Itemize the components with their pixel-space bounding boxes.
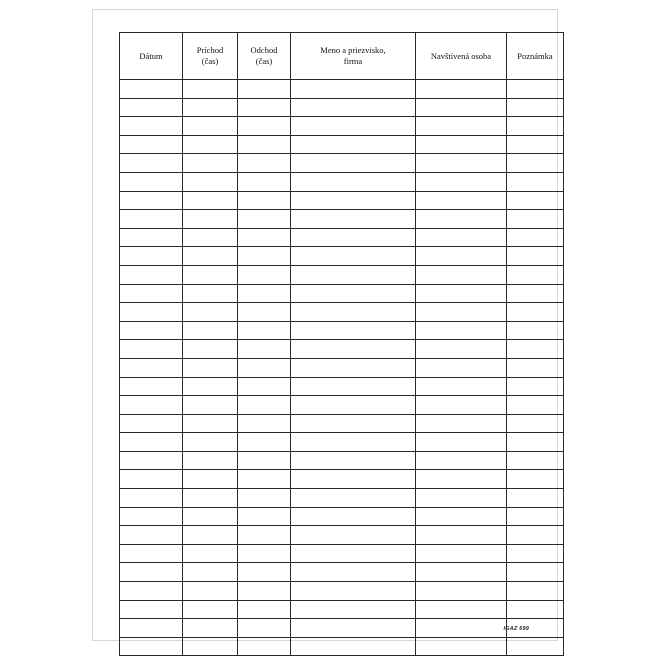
table-row[interactable]: [120, 526, 564, 545]
table-cell-osoba[interactable]: [416, 619, 507, 638]
table-row[interactable]: [120, 637, 564, 656]
table-cell-poznamka[interactable]: [507, 191, 564, 210]
table-cell-osoba[interactable]: [416, 377, 507, 396]
table-cell-osoba[interactable]: [416, 433, 507, 452]
table-cell-datum[interactable]: [120, 414, 183, 433]
table-cell-meno[interactable]: [291, 470, 416, 489]
table-cell-odchod[interactable]: [238, 98, 291, 117]
table-row[interactable]: [120, 340, 564, 359]
table-row[interactable]: [120, 247, 564, 266]
table-cell-prichod[interactable]: [183, 210, 238, 229]
table-cell-meno[interactable]: [291, 637, 416, 656]
table-cell-prichod[interactable]: [183, 247, 238, 266]
table-cell-datum[interactable]: [120, 284, 183, 303]
table-row[interactable]: [120, 303, 564, 322]
table-cell-datum[interactable]: [120, 637, 183, 656]
table-cell-meno[interactable]: [291, 303, 416, 322]
table-row[interactable]: [120, 451, 564, 470]
table-cell-datum[interactable]: [120, 433, 183, 452]
table-row[interactable]: [120, 172, 564, 191]
table-cell-odchod[interactable]: [238, 117, 291, 136]
table-cell-odchod[interactable]: [238, 637, 291, 656]
table-cell-osoba[interactable]: [416, 172, 507, 191]
table-row[interactable]: [120, 228, 564, 247]
table-row[interactable]: [120, 582, 564, 601]
table-row[interactable]: [120, 563, 564, 582]
table-cell-odchod[interactable]: [238, 228, 291, 247]
table-cell-meno[interactable]: [291, 544, 416, 563]
table-cell-meno[interactable]: [291, 98, 416, 117]
table-cell-poznamka[interactable]: [507, 358, 564, 377]
table-cell-prichod[interactable]: [183, 321, 238, 340]
table-cell-osoba[interactable]: [416, 117, 507, 136]
table-cell-poznamka[interactable]: [507, 451, 564, 470]
table-row[interactable]: [120, 98, 564, 117]
column-header-datum-line-1: Dátum: [139, 50, 163, 61]
table-cell-datum[interactable]: [120, 191, 183, 210]
table-row[interactable]: [120, 396, 564, 415]
table-cell-meno[interactable]: [291, 172, 416, 191]
table-cell-meno[interactable]: [291, 284, 416, 303]
table-cell-odchod[interactable]: [238, 265, 291, 284]
table-cell-prichod[interactable]: [183, 507, 238, 526]
table-cell-datum[interactable]: [120, 303, 183, 322]
table-cell-meno[interactable]: [291, 340, 416, 359]
table-cell-prichod[interactable]: [183, 228, 238, 247]
table-cell-odchod[interactable]: [238, 154, 291, 173]
table-cell-poznamka[interactable]: [507, 582, 564, 601]
table-cell-poznamka[interactable]: [507, 154, 564, 173]
table-cell-meno[interactable]: [291, 191, 416, 210]
table-cell-osoba[interactable]: [416, 191, 507, 210]
table-cell-prichod[interactable]: [183, 284, 238, 303]
table-cell-osoba[interactable]: [416, 489, 507, 508]
table-cell-meno[interactable]: [291, 135, 416, 154]
table-cell-meno[interactable]: [291, 321, 416, 340]
table-cell-osoba[interactable]: [416, 247, 507, 266]
table-row[interactable]: [120, 210, 564, 229]
table-cell-poznamka[interactable]: [507, 117, 564, 136]
table-cell-poznamka[interactable]: [507, 284, 564, 303]
table-cell-odchod[interactable]: [238, 489, 291, 508]
table-cell-prichod[interactable]: [183, 470, 238, 489]
table-cell-osoba[interactable]: [416, 526, 507, 545]
table-cell-osoba[interactable]: [416, 414, 507, 433]
table-cell-datum[interactable]: [120, 340, 183, 359]
table-cell-prichod[interactable]: [183, 154, 238, 173]
table-cell-odchod[interactable]: [238, 451, 291, 470]
table-cell-odchod[interactable]: [238, 563, 291, 582]
column-header-meno-line-1: Meno a priezvisko,: [320, 45, 386, 56]
table-cell-datum[interactable]: [120, 544, 183, 563]
table-cell-prichod[interactable]: [183, 377, 238, 396]
table-header: [120, 33, 564, 80]
table-row[interactable]: [120, 117, 564, 136]
table-row[interactable]: [120, 619, 564, 638]
table-cell-prichod[interactable]: [183, 433, 238, 452]
table-row[interactable]: [120, 544, 564, 563]
table-cell-poznamka[interactable]: [507, 98, 564, 117]
visitor-log-table: [119, 32, 564, 656]
table-cell-prichod[interactable]: [183, 80, 238, 99]
table-cell-osoba[interactable]: [416, 228, 507, 247]
table-cell-datum[interactable]: [120, 358, 183, 377]
column-header-odchod-line-2: (čas): [255, 56, 273, 66]
table-cell-datum[interactable]: [120, 154, 183, 173]
column-header-odchod-line-1: Odchod: [250, 45, 278, 56]
column-header-poznamka: [507, 33, 564, 80]
table-cell-datum[interactable]: [120, 247, 183, 266]
table-cell-datum[interactable]: [120, 172, 183, 191]
table-cell-datum[interactable]: [120, 210, 183, 229]
table-row[interactable]: [120, 154, 564, 173]
table-cell-odchod[interactable]: [238, 600, 291, 619]
column-header-navstivena-osoba-line-1: Navštívená osoba: [430, 50, 492, 61]
table-cell-prichod[interactable]: [183, 526, 238, 545]
table-cell-poznamka[interactable]: [507, 135, 564, 154]
table-cell-prichod[interactable]: [183, 489, 238, 508]
visitor-log-table-wrapper: [119, 32, 553, 632]
table-row[interactable]: [120, 321, 564, 340]
table-cell-poznamka[interactable]: [507, 600, 564, 619]
table-cell-datum[interactable]: [120, 489, 183, 508]
table-cell-prichod[interactable]: [183, 117, 238, 136]
table-cell-odchod[interactable]: [238, 507, 291, 526]
table-cell-datum[interactable]: [120, 582, 183, 601]
table-row[interactable]: [120, 358, 564, 377]
table-cell-osoba[interactable]: [416, 284, 507, 303]
column-header-prichod: [183, 33, 238, 80]
table-cell-datum[interactable]: [120, 600, 183, 619]
table-cell-meno[interactable]: [291, 582, 416, 601]
table-cell-meno[interactable]: [291, 80, 416, 99]
table-body: [120, 80, 564, 656]
table-row[interactable]: [120, 600, 564, 619]
table-row[interactable]: [120, 414, 564, 433]
column-header-prichod-line-1: Príchod: [196, 45, 224, 56]
table-cell-odchod[interactable]: [238, 191, 291, 210]
table-cell-datum[interactable]: [120, 526, 183, 545]
table-row[interactable]: [120, 191, 564, 210]
table-cell-poznamka[interactable]: [507, 489, 564, 508]
column-header-odchod: [238, 33, 291, 80]
table-cell-datum[interactable]: [120, 396, 183, 415]
table-cell-meno[interactable]: [291, 377, 416, 396]
table-cell-datum[interactable]: [120, 619, 183, 638]
table-row[interactable]: [120, 433, 564, 452]
table-cell-odchod[interactable]: [238, 284, 291, 303]
table-row[interactable]: [120, 470, 564, 489]
table-cell-osoba[interactable]: [416, 451, 507, 470]
table-cell-poznamka[interactable]: [507, 544, 564, 563]
table-cell-datum[interactable]: [120, 98, 183, 117]
table-cell-datum[interactable]: [120, 451, 183, 470]
table-cell-meno[interactable]: [291, 600, 416, 619]
table-cell-prichod[interactable]: [183, 358, 238, 377]
table-cell-osoba[interactable]: [416, 507, 507, 526]
table-cell-odchod[interactable]: [238, 80, 291, 99]
form-code-label: IGAZ 699: [503, 626, 529, 632]
table-cell-poznamka[interactable]: [507, 507, 564, 526]
table-cell-poznamka[interactable]: [507, 228, 564, 247]
table-cell-poznamka[interactable]: [507, 377, 564, 396]
table-cell-datum[interactable]: [120, 265, 183, 284]
table-row[interactable]: [120, 507, 564, 526]
table-cell-odchod[interactable]: [238, 544, 291, 563]
table-row[interactable]: [120, 135, 564, 154]
column-header-meno-line-2: firma: [343, 56, 363, 66]
table-cell-prichod[interactable]: [183, 451, 238, 470]
table-cell-odchod[interactable]: [238, 210, 291, 229]
table-cell-meno[interactable]: [291, 433, 416, 452]
table-cell-meno[interactable]: [291, 154, 416, 173]
table-cell-meno[interactable]: [291, 247, 416, 266]
table-cell-prichod[interactable]: [183, 619, 238, 638]
table-cell-odchod[interactable]: [238, 303, 291, 322]
table-cell-poznamka[interactable]: [507, 340, 564, 359]
table-cell-meno[interactable]: [291, 619, 416, 638]
table-cell-osoba[interactable]: [416, 396, 507, 415]
table-cell-poznamka[interactable]: [507, 265, 564, 284]
table-cell-osoba[interactable]: [416, 321, 507, 340]
table-cell-prichod[interactable]: [183, 414, 238, 433]
table-cell-datum[interactable]: [120, 228, 183, 247]
table-cell-odchod[interactable]: [238, 526, 291, 545]
table-cell-prichod[interactable]: [183, 600, 238, 619]
table-cell-osoba[interactable]: [416, 470, 507, 489]
table-cell-prichod[interactable]: [183, 340, 238, 359]
table-cell-datum[interactable]: [120, 470, 183, 489]
table-cell-poznamka[interactable]: [507, 526, 564, 545]
form-sheet: [92, 9, 558, 641]
table-cell-odchod[interactable]: [238, 358, 291, 377]
column-header-navstivena-osoba: [416, 33, 507, 80]
table-cell-meno[interactable]: [291, 526, 416, 545]
table-cell-odchod[interactable]: [238, 582, 291, 601]
table-cell-odchod[interactable]: [238, 321, 291, 340]
table-cell-odchod[interactable]: [238, 377, 291, 396]
table-cell-datum[interactable]: [120, 135, 183, 154]
table-cell-prichod[interactable]: [183, 191, 238, 210]
table-cell-datum[interactable]: [120, 563, 183, 582]
table-cell-odchod[interactable]: [238, 619, 291, 638]
table-cell-meno[interactable]: [291, 563, 416, 582]
table-cell-meno[interactable]: [291, 117, 416, 136]
table-header-row: [120, 33, 564, 80]
table-cell-osoba[interactable]: [416, 265, 507, 284]
column-header-datum: [120, 33, 183, 80]
table-cell-meno[interactable]: [291, 358, 416, 377]
table-cell-meno[interactable]: [291, 451, 416, 470]
table-cell-osoba[interactable]: [416, 637, 507, 656]
table-cell-prichod[interactable]: [183, 563, 238, 582]
table-cell-poznamka[interactable]: [507, 80, 564, 99]
table-row[interactable]: [120, 377, 564, 396]
table-cell-osoba[interactable]: [416, 358, 507, 377]
table-cell-prichod[interactable]: [183, 396, 238, 415]
table-cell-poznamka[interactable]: [507, 396, 564, 415]
table-cell-osoba[interactable]: [416, 340, 507, 359]
table-row[interactable]: [120, 265, 564, 284]
table-cell-prichod[interactable]: [183, 303, 238, 322]
table-cell-poznamka[interactable]: [507, 210, 564, 229]
table-cell-osoba[interactable]: [416, 135, 507, 154]
table-cell-odchod[interactable]: [238, 433, 291, 452]
table-cell-poznamka[interactable]: [507, 321, 564, 340]
table-cell-poznamka[interactable]: [507, 247, 564, 266]
table-cell-datum[interactable]: [120, 377, 183, 396]
table-cell-poznamka[interactable]: [507, 433, 564, 452]
table-cell-osoba[interactable]: [416, 582, 507, 601]
column-header-meno: [291, 33, 416, 80]
table-cell-prichod[interactable]: [183, 637, 238, 656]
table-cell-odchod[interactable]: [238, 396, 291, 415]
table-cell-meno[interactable]: [291, 489, 416, 508]
table-cell-meno[interactable]: [291, 507, 416, 526]
table-cell-poznamka[interactable]: [507, 470, 564, 489]
table-cell-datum[interactable]: [120, 117, 183, 136]
column-header-poznamka-line-1: Poznámka: [517, 50, 553, 61]
table-cell-osoba[interactable]: [416, 80, 507, 99]
table-cell-prichod[interactable]: [183, 265, 238, 284]
table-cell-poznamka[interactable]: [507, 414, 564, 433]
table-cell-meno[interactable]: [291, 210, 416, 229]
table-row[interactable]: [120, 284, 564, 303]
table-cell-poznamka[interactable]: [507, 637, 564, 656]
table-cell-odchod[interactable]: [238, 414, 291, 433]
table-row[interactable]: [120, 489, 564, 508]
table-cell-datum[interactable]: [120, 321, 183, 340]
table-cell-odchod[interactable]: [238, 172, 291, 191]
table-cell-osoba[interactable]: [416, 303, 507, 322]
table-cell-osoba[interactable]: [416, 98, 507, 117]
table-cell-prichod[interactable]: [183, 135, 238, 154]
table-cell-osoba[interactable]: [416, 154, 507, 173]
table-cell-poznamka[interactable]: [507, 303, 564, 322]
table-cell-prichod[interactable]: [183, 172, 238, 191]
table-cell-osoba[interactable]: [416, 563, 507, 582]
table-cell-meno[interactable]: [291, 396, 416, 415]
table-cell-odchod[interactable]: [238, 470, 291, 489]
table-cell-datum[interactable]: [120, 80, 183, 99]
table-cell-poznamka[interactable]: [507, 172, 564, 191]
table-cell-prichod[interactable]: [183, 544, 238, 563]
table-cell-odchod[interactable]: [238, 340, 291, 359]
table-cell-poznamka[interactable]: [507, 563, 564, 582]
table-cell-prichod[interactable]: [183, 98, 238, 117]
table-cell-osoba[interactable]: [416, 544, 507, 563]
table-cell-prichod[interactable]: [183, 582, 238, 601]
table-row[interactable]: [120, 80, 564, 99]
table-cell-meno[interactable]: [291, 228, 416, 247]
table-cell-meno[interactable]: [291, 265, 416, 284]
column-header-prichod-line-2: (čas): [201, 56, 219, 66]
table-cell-datum[interactable]: [120, 507, 183, 526]
table-cell-meno[interactable]: [291, 414, 416, 433]
table-cell-osoba[interactable]: [416, 210, 507, 229]
table-cell-odchod[interactable]: [238, 135, 291, 154]
table-cell-odchod[interactable]: [238, 247, 291, 266]
table-cell-osoba[interactable]: [416, 600, 507, 619]
